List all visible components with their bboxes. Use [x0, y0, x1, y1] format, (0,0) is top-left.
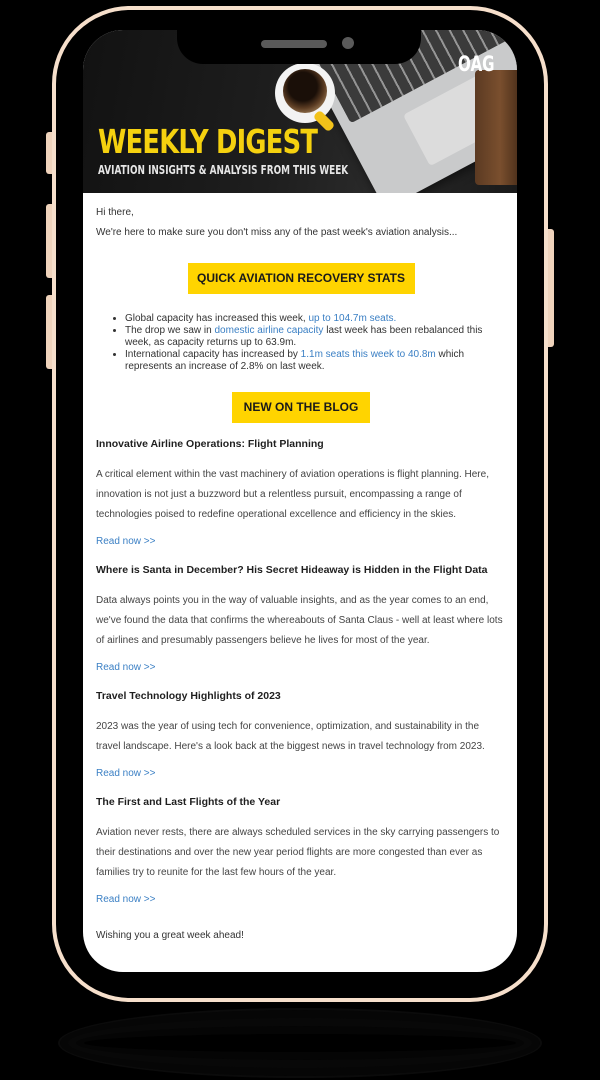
post-body: Data always points you in the way of valuable insights, and as the year comes to an end, we've found the data that confirms the whereabouts of Santa Claus - well at least where lots of airlines and presumably passengers believe he lives for most of the year. — [96, 595, 503, 646]
read-now-link[interactable]: Read now >> — [96, 768, 156, 779]
stat-link[interactable]: domestic airline capacity — [214, 325, 324, 336]
post-body: A critical element within the vast machinery of aviation operations is flight planning. Here, innovation is not just a buzzword but a relentless pursuit, encompassing a range of technologies poised to redefine operational excellence and efficiency in the skies. — [96, 469, 489, 520]
camera-icon — [342, 37, 354, 49]
blog-post — [96, 689, 506, 781]
speaker-icon — [261, 40, 327, 48]
blog-post — [96, 795, 506, 907]
oag-logo[interactable]: OAG — [458, 52, 495, 76]
blog-post — [96, 563, 506, 675]
stat-item: • Global capacity has increased this week, up to 104.7m seats. — [125, 313, 506, 325]
blog-post — [96, 437, 506, 549]
stats-list — [96, 313, 506, 373]
hero-title: WEEKLY DIGEST — [98, 122, 318, 161]
stat-item: • The drop we saw in domestic airline capacity last week has been rebalanced this week, as capacity returns up to 63.9m. — [125, 325, 506, 349]
blog-button[interactable]: NEW ON THE BLOG — [232, 392, 370, 423]
signoff: Wishing you a great week ahead! — [96, 930, 244, 941]
recovery-stats-button[interactable]: QUICK AVIATION RECOVERY STATS — [188, 263, 415, 294]
post-body: Aviation never rests, there are always scheduled services in the sky carrying passengers to their destinations and over the new year period flights are more congested than ever as families try to reunite for the last few hours of the year. — [96, 827, 500, 878]
read-now-link[interactable]: Read now >> — [96, 536, 156, 547]
stat-link[interactable]: up to 104.7m seats. — [308, 313, 397, 324]
post-title: Travel Technology Highlights of 2023 — [96, 690, 281, 702]
post-title: Innovative Airline Operations: Flight Planning — [96, 438, 324, 450]
greeting: Hi there, — [96, 207, 134, 218]
coffee-cup-image — [275, 63, 335, 123]
intro-text: We're here to make sure you don't miss any of the past week's aviation analysis... — [96, 227, 458, 238]
post-title: Where is Santa in December? His Secret Hideaway is Hidden in the Flight Data — [96, 564, 488, 576]
read-now-link[interactable]: Read now >> — [96, 662, 156, 673]
email-screen[interactable] — [83, 30, 517, 972]
stat-link[interactable]: 1.1m seats this week to 40.8m — [300, 349, 436, 360]
power-button — [548, 229, 554, 347]
post-body: 2023 was the year of using tech for convenience, optimization, and sustainability in the travel landscape. Here's a look back at the biggest news in travel technology from 2023. — [96, 721, 485, 752]
phone-notch — [177, 20, 421, 64]
read-now-link[interactable]: Read now >> — [96, 894, 156, 905]
stat-item: • International capacity has increased by 1.1m seats this week to 40.8m which represents an increase of 2.8% on last week. — [125, 349, 506, 373]
email-body — [96, 206, 506, 943]
notebook-image — [475, 70, 517, 185]
post-title: The First and Last Flights of the Year — [96, 796, 281, 808]
phone-reflection — [58, 1008, 542, 1078]
hero-subtitle: AVIATION INSIGHTS & ANALYSIS FROM THIS WEEK — [98, 163, 349, 177]
